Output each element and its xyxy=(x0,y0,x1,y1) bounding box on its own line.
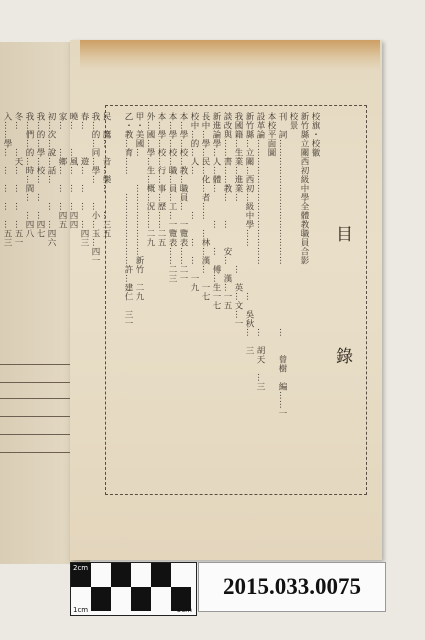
ruler-label-top: 2cm xyxy=(73,564,89,572)
toc-entry: 新進論學…人…體… … … 傅…生一七 xyxy=(211,112,221,310)
toc-entry: 初…次…說…話… … …四六 xyxy=(46,112,56,247)
toc-entry: 長中…學…民…化…者…… …林…漢… 一七 xyxy=(200,112,210,301)
toc-entry: 入……學… … … … …五三 xyxy=(2,112,12,247)
toc-entry: 甲・美國… ……………………新竹 二九 xyxy=(134,112,144,301)
toc-entry: 校旗・校徽 xyxy=(310,112,320,157)
ruler-block xyxy=(131,587,151,611)
ruler-block xyxy=(91,587,111,611)
ruler-label-left: 1cm xyxy=(73,606,89,614)
toc-entry: 刊 詞…………………………………… … 曾樹 編……一 xyxy=(277,112,287,418)
toc-entry: 冬… …天… … … …五一 xyxy=(13,112,23,247)
toc-entry: 我…們…的…時…間… …四八 xyxy=(24,112,34,238)
toc-heading: 目 錄 xyxy=(332,225,352,408)
toc-entry: 乙・教…育…… ……………………許…建仁 三一 xyxy=(123,112,133,328)
ruler-label-right: 5cm xyxy=(176,606,192,614)
toc-entry: 新竹縣立關西初級中學全體教職員合影 xyxy=(299,112,309,265)
toc-entry: 我…的…同…學… …小…玉…四一 xyxy=(90,112,100,265)
toc-entry: 我…的…學…校… … …四七 xyxy=(35,112,45,238)
toc-entry: 談改與……書……教… … 安… 漢…一五 xyxy=(222,112,232,310)
toc-entry: 設革論…………………………………… … 胡天 …三 xyxy=(255,112,265,391)
toc-entry: 曉… …風… … …四四 xyxy=(68,112,78,229)
toc-entry xyxy=(111,112,122,487)
toc-entry: 校中…的…人… … … … 一九 xyxy=(189,112,199,292)
ruler-block xyxy=(151,563,171,587)
toc-entry: 本…學…校…行…事…歷……二五 xyxy=(156,112,166,247)
toc-entry: 春… 遊… … … …四三 xyxy=(79,112,89,247)
toc-entry: 本…學…校…教…職員… 一覽表……二一 xyxy=(178,112,188,283)
toc-entry: 家… …鄉… … …四五 xyxy=(57,112,67,229)
toc-entry: 新竹縣…立關…西初…級中學…… … 吳秋… 三 xyxy=(244,112,254,355)
toc-entry: 校景 xyxy=(288,112,298,130)
scale-ruler xyxy=(70,562,197,616)
ruler-block xyxy=(111,563,131,587)
toc-entry: 本…學…校…職…員…工…一覽表……二三 xyxy=(167,112,177,283)
accession-number: 2015.033.0075 xyxy=(198,562,386,612)
toc-entry: 民 鷹… 音…樂… …三五 xyxy=(101,112,111,238)
toc-entry: 外…國…學…生…概…況……二九 xyxy=(145,112,155,247)
toc-columns xyxy=(2,112,320,487)
toc-entry: 本校平面圖 xyxy=(266,112,276,157)
water-stain xyxy=(80,40,380,70)
toc-entry: 我國籍…生業…進業… … 英…文…一 xyxy=(233,112,243,328)
